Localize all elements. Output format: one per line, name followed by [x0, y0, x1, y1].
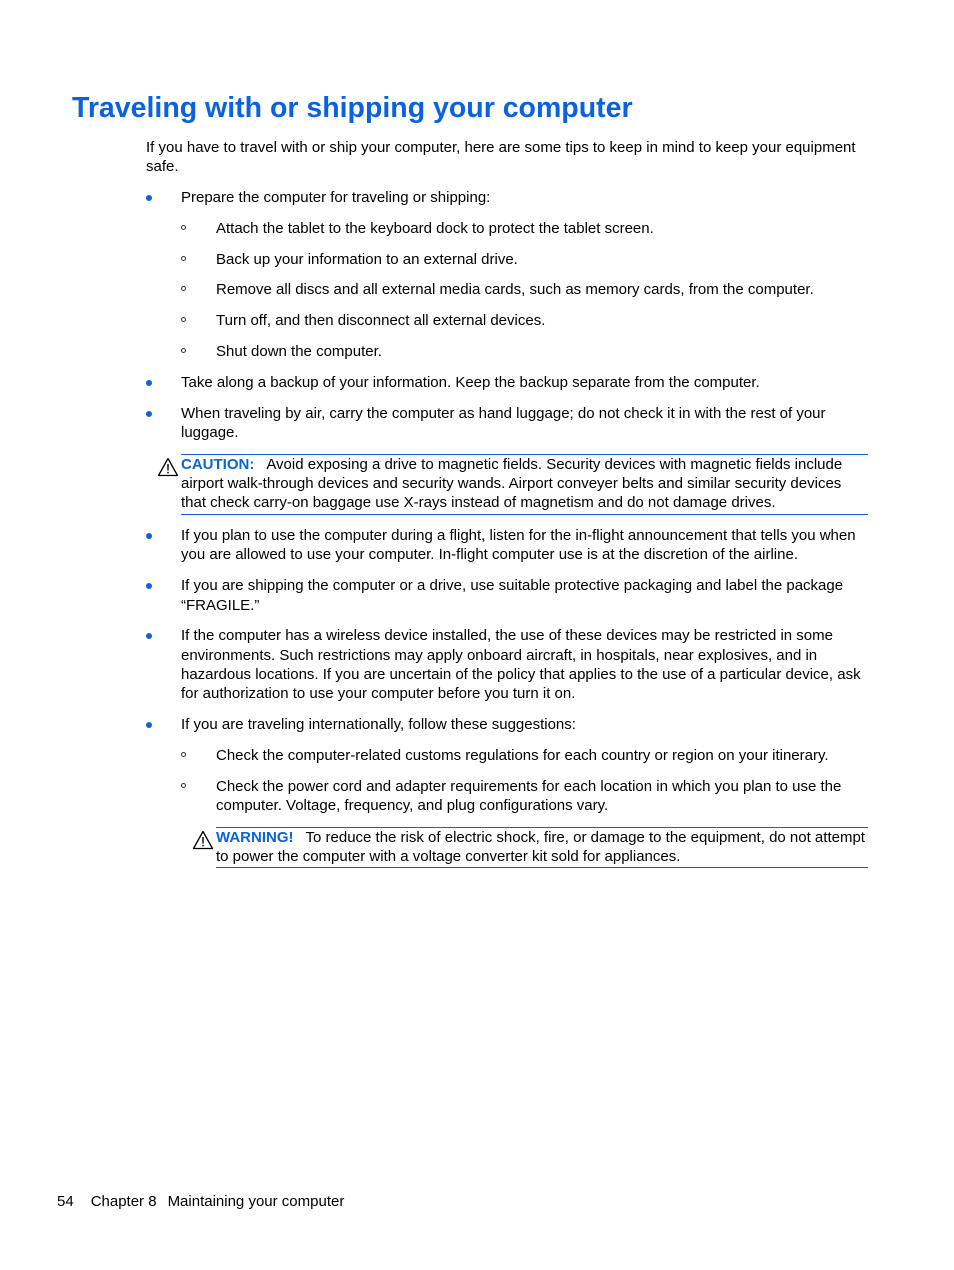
sub-list-item [181, 342, 868, 361]
bullet-icon [146, 411, 152, 417]
warning-label: WARNING! [216, 828, 294, 846]
sub-list-item [181, 311, 868, 330]
bullet-icon [146, 195, 152, 201]
list-item [146, 188, 868, 361]
sub-list-item-text: Remove all discs and all external media cards, such as memory cards, from the computer. [216, 281, 814, 299]
tips-list [146, 188, 868, 442]
sub-list-item [181, 777, 868, 869]
bullet-icon [146, 533, 152, 539]
sub-list-item-text: Shut down the computer. [216, 343, 382, 361]
sub-list-item [181, 280, 868, 299]
bullet-icon [146, 583, 152, 589]
list-item-text: When traveling by air, carry the computer as hand luggage; do not check it in with the rest of your luggage. [181, 404, 826, 441]
sub-list-item [181, 219, 868, 238]
sub-list-item-text: Attach the tablet to the keyboard dock to protect the tablet screen. [216, 219, 654, 237]
circle-bullet-icon [181, 225, 186, 230]
page-footer [57, 1192, 344, 1211]
warning-text: To reduce the risk of electric shock, fire, or damage to the equipment, do not attempt to power the computer with a voltage converter kit sold for appliances. [216, 828, 865, 866]
list-item-text: Prepare the computer for traveling or shipping: [181, 189, 491, 207]
warning-triangle-icon [192, 830, 214, 850]
chapter-title: Maintaining your computer [167, 1193, 345, 1210]
list-item [146, 526, 868, 565]
page-number: 54 [57, 1193, 74, 1210]
bullet-icon [146, 380, 152, 386]
warning-triangle-icon [157, 457, 179, 477]
chapter-label: Chapter 8 [90, 1193, 157, 1210]
circle-bullet-icon [181, 317, 186, 322]
circle-bullet-icon [181, 256, 186, 261]
circle-bullet-icon [181, 286, 186, 291]
list-item [146, 715, 868, 868]
sub-list-item [181, 250, 868, 269]
list-item-text: If you are shipping the computer or a drive, use suitable protective packaging and label the package “FRAGILE.” [181, 577, 844, 614]
sub-list-item [181, 746, 868, 765]
circle-bullet-icon [181, 783, 186, 788]
list-item-text: Take along a backup of your information. Keep the backup separate from the computer. [181, 373, 760, 391]
sub-list-item-text: Check the computer-related customs regulations for each country or region on your itinerary. [216, 746, 829, 764]
list-item [146, 373, 868, 392]
caution-text: Avoid exposing a drive to magnetic fields. Security devices with magnetic fields include airport walk-through devices and security wands. Airport conveyer belts and similar security devices that check carry-on baggage use X-rays instead of magnetism and do not damage drives. [181, 455, 843, 512]
bullet-icon [146, 722, 152, 728]
page-title: Traveling with or shipping your computer [72, 92, 633, 124]
caution-notice [181, 454, 868, 515]
circle-bullet-icon [181, 348, 186, 353]
sub-list [181, 219, 868, 361]
list-item [146, 404, 868, 443]
list-item-text: If you are traveling internationally, follow these suggestions: [181, 716, 576, 734]
bullet-icon [146, 633, 152, 639]
list-item-text: If the computer has a wireless device installed, the use of these devices may be restricted in some environments. Such restrictions may apply onboard aircraft, in hospitals, near explosives, and in hazardous locations. If you are uncertain of the policy that applies to the use of a particular device, ask for authorization to use your computer before you turn it on. [181, 627, 861, 703]
intro-paragraph: If you have to travel with or ship your computer, here are some tips to keep in mind to keep your equipment safe. [146, 139, 856, 176]
tips-list-continued [146, 526, 868, 868]
caution-label: CAUTION: [181, 455, 255, 473]
circle-bullet-icon [181, 752, 186, 757]
list-item-text: If you plan to use the computer during a flight, listen for the in-flight announcement that tells you when you are allowed to use your computer. In-flight computer use is at the discretion of the airline. [181, 527, 856, 564]
sub-list [181, 746, 868, 868]
warning-notice [216, 827, 868, 869]
sub-list-item-text: Turn off, and then disconnect all external devices. [216, 312, 546, 330]
list-item [146, 576, 868, 615]
sub-list-item-text: Check the power cord and adapter requirements for each location in which you plan to use the computer. Voltage, frequency, and plug configurations vary. [216, 777, 842, 814]
list-item [146, 626, 868, 703]
sub-list-item-text: Back up your information to an external drive. [216, 250, 518, 268]
main-content [146, 138, 868, 880]
